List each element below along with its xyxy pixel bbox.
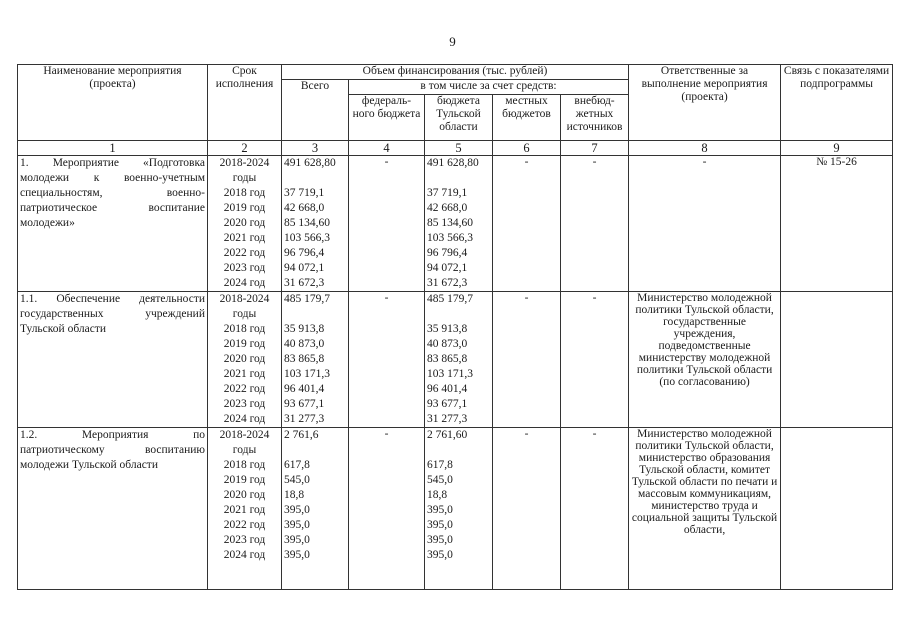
cell-line: 37 719,1 (427, 187, 468, 199)
row-federal: - (349, 292, 425, 428)
column-number: 4 (349, 141, 425, 156)
cell-line: 40 873,0 (284, 338, 325, 350)
row-local: - (493, 156, 561, 292)
cell-line: 395,0 (427, 504, 453, 516)
header-local: местных бюджетов (493, 95, 561, 141)
cell-line (427, 307, 490, 322)
row-regional (425, 428, 493, 590)
header-federal: федераль-ного бюджета (349, 95, 425, 141)
header-regional: бюджета Тульской области (425, 95, 493, 141)
cell-line: 491 628,80 (284, 157, 336, 169)
cell-line: 2019 год (223, 202, 266, 214)
row-name: 1. Мероприятие «Подготовка молодежи к военно-учетным специальностям, военно-патриотическое воспитание молодежи» (18, 156, 208, 292)
cell-line: 31 672,3 (427, 277, 468, 289)
header-name: Наименование мероприятия (проекта) (18, 65, 208, 141)
table-row (18, 156, 893, 292)
cell-line: 395,0 (427, 519, 453, 531)
row-extra: - (561, 428, 629, 590)
cell-line: 103 566,3 (427, 232, 473, 244)
cell-line (427, 443, 490, 458)
cell-line: 96 401,4 (427, 383, 468, 395)
page-number: 9 (449, 34, 456, 49)
header-period: Срок исполнения (208, 65, 282, 141)
cell-line (284, 307, 346, 322)
cell-line: 485 179,7 (284, 293, 330, 305)
row-regional (425, 156, 493, 292)
cell-line: 31 672,3 (284, 277, 325, 289)
column-number: 6 (493, 141, 561, 156)
cell-line: 395,0 (284, 504, 310, 516)
cell-line: 2020 год (223, 489, 266, 501)
cell-line: 31 277,3 (427, 413, 468, 425)
cell-line: 2018-2024 (219, 429, 270, 441)
cell-line: 83 865,8 (284, 353, 325, 365)
cell-line: 93 677,1 (284, 398, 325, 410)
row-link: № 15-26 (781, 156, 893, 292)
cell-line: 2018-2024 (219, 293, 270, 305)
header-including: в том числе за счет средств: (349, 80, 629, 95)
cell-line: 2024 год (223, 549, 266, 561)
cell-line: 35 913,8 (427, 323, 468, 335)
cell-line: 2019 год (223, 474, 266, 486)
cell-line: 491 628,80 (427, 157, 479, 169)
cell-line: годы (232, 308, 257, 320)
row-link (781, 428, 893, 590)
cell-line: 93 677,1 (427, 398, 468, 410)
cell-line: 2 761,6 (284, 429, 319, 441)
row-period (208, 428, 282, 590)
row-responsible: Министерство молодежной политики Тульской области, министерство образования Тульской области, комитет Тульской области по печати и массовым коммуникациям, министерство труда и социальной защиты Тульской области, (629, 428, 781, 590)
row-link (781, 292, 893, 428)
cell-line: 103 171,3 (284, 368, 330, 380)
row-local: - (493, 428, 561, 590)
row-regional (425, 292, 493, 428)
row-responsible: - (629, 156, 781, 292)
cell-line: 85 134,60 (427, 217, 473, 229)
cell-line: 2023 год (223, 398, 266, 410)
cell-line: 617,8 (427, 459, 453, 471)
row-name: 1.1. Обеспечение деятельности государственных учреждений Тульской области (18, 292, 208, 428)
cell-line: 2020 год (223, 353, 266, 365)
cell-line: 2022 год (223, 247, 266, 259)
cell-line: 94 072,1 (427, 262, 468, 274)
cell-line: 545,0 (284, 474, 310, 486)
cell-line: 545,0 (427, 474, 453, 486)
row-extra: - (561, 156, 629, 292)
row-federal: - (349, 428, 425, 590)
cell-line: 2024 год (223, 413, 266, 425)
column-number: 3 (282, 141, 349, 156)
header-extra: внебюд-жетных источников (561, 95, 629, 141)
cell-line: 395,0 (284, 549, 310, 561)
cell-line: 83 865,8 (427, 353, 468, 365)
column-number: 2 (208, 141, 282, 156)
funding-table (17, 64, 893, 590)
row-federal: - (349, 156, 425, 292)
cell-line: годы (232, 444, 257, 456)
cell-line: 395,0 (284, 519, 310, 531)
column-number: 9 (781, 141, 893, 156)
cell-line: 42 668,0 (427, 202, 468, 214)
cell-line: 42 668,0 (284, 202, 325, 214)
row-local: - (493, 292, 561, 428)
header-link: Связь с показателями подпрограммы (781, 65, 893, 141)
cell-line: 94 072,1 (284, 262, 325, 274)
cell-line: 31 277,3 (284, 413, 325, 425)
cell-line: 2024 год (223, 277, 266, 289)
row-responsible: Министерство молодежной политики Тульской области, государственные учреждения, подведомственные министерству молодежной политики Тульской области (по согласованию) (629, 292, 781, 428)
cell-line: 2021 год (223, 368, 266, 380)
header-responsible: Ответственные за выполнение мероприятия (проекта) (629, 65, 781, 141)
cell-line: 2022 год (223, 519, 266, 531)
column-number: 8 (629, 141, 781, 156)
cell-line: 395,0 (427, 549, 453, 561)
row-total (282, 292, 349, 428)
column-numbers-row (18, 141, 893, 156)
cell-line: 2018 год (223, 459, 266, 471)
cell-line: 37 719,1 (284, 187, 325, 199)
cell-line: 40 873,0 (427, 338, 468, 350)
cell-line: 96 796,4 (427, 247, 468, 259)
cell-line: 2021 год (223, 232, 266, 244)
row-total (282, 156, 349, 292)
table-row (18, 292, 893, 428)
row-period (208, 292, 282, 428)
cell-line: 103 566,3 (284, 232, 330, 244)
cell-line: 2018 год (223, 323, 266, 335)
cell-line (284, 171, 346, 186)
row-name: 1.2. Мероприятия по патриотическому воспитанию молодежи Тульской области (18, 428, 208, 590)
column-number: 5 (425, 141, 493, 156)
cell-line: 2023 год (223, 262, 266, 274)
cell-line: 96 796,4 (284, 247, 325, 259)
cell-line: 18,8 (427, 489, 448, 501)
cell-line: 2021 год (223, 504, 266, 516)
cell-line: годы (232, 172, 257, 184)
cell-line: 103 171,3 (427, 368, 473, 380)
cell-line (427, 171, 490, 186)
cell-line: 2018 год (223, 187, 266, 199)
cell-line: 2018-2024 (219, 157, 270, 169)
cell-line: 2019 год (223, 338, 266, 350)
cell-line: 2022 год (223, 383, 266, 395)
column-number: 1 (18, 141, 208, 156)
cell-line (284, 443, 346, 458)
cell-line: 395,0 (427, 534, 453, 546)
cell-line: 96 401,4 (284, 383, 325, 395)
row-period (208, 156, 282, 292)
cell-line: 18,8 (284, 489, 305, 501)
cell-line: 2023 год (223, 534, 266, 546)
cell-line: 395,0 (284, 534, 310, 546)
header-total: Всего (282, 80, 349, 141)
cell-line: 35 913,8 (284, 323, 325, 335)
column-number: 7 (561, 141, 629, 156)
cell-line: 617,8 (284, 459, 310, 471)
cell-line: 485 179,7 (427, 293, 473, 305)
row-extra: - (561, 292, 629, 428)
table-row (18, 428, 893, 590)
row-total (282, 428, 349, 590)
header-funding: Объем финансирования (тыс. рублей) (282, 65, 629, 80)
cell-line: 2 761,60 (427, 429, 468, 441)
cell-line: 85 134,60 (284, 217, 330, 229)
cell-line: 2020 год (223, 217, 266, 229)
